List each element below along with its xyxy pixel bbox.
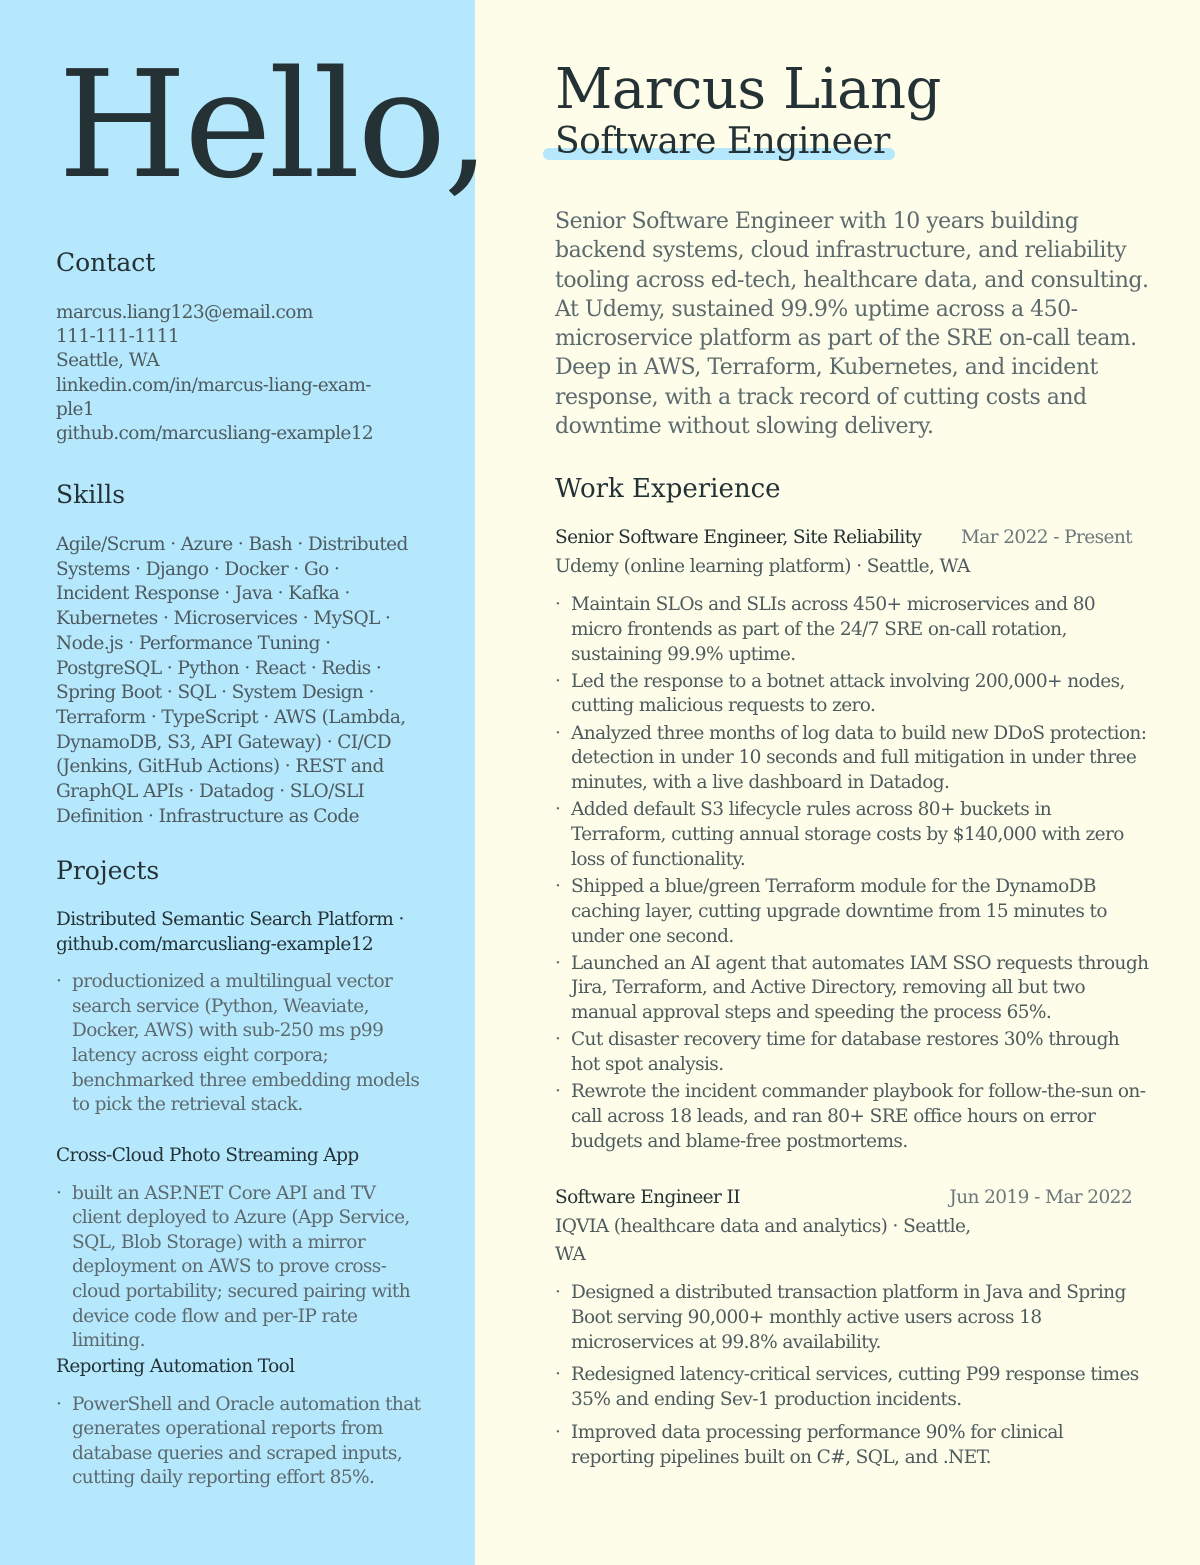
job-bullet: · Shipped a blue/green Terraform module for the DynamoDB caching layer, cutting upgrade downtime from 15 minutes to under one second. [555,875,1150,949]
greeting-heading: Hello, [58,39,488,211]
contact-linkedin-part-2[interactable]: ple1 [56,398,95,420]
work-experience-heading: Work Experience [555,474,781,504]
contact-heading: Contact [56,248,156,277]
job-bullet: · Designed a distributed transaction platform in Java and Spring Boot serving 90,000+ monthly active users across 18 microservices at 99.8% availability. [555,1281,1150,1355]
job-bullet: · Cut disaster recovery time for database restores 30% through hot spot analysis. [555,1028,1150,1078]
job-dates: Jun 2019 - Mar 2022 [949,1187,1132,1208]
project-item [56,1355,421,1491]
project-item [56,1144,421,1354]
job-title: Senior Software Engineer, Site Reliability [555,527,922,548]
job-entry [555,1185,1150,1473]
candidate-role: Software Engineer [555,121,890,162]
job-entry [555,525,1150,1157]
job-bullets [555,593,1150,1155]
job-bullets [555,1281,1150,1471]
job-company [555,1213,1150,1269]
job-bullet: · Analyzed three months of log data to build new DDoS protection: detection in under 10 seconds and full mitigation in under three minutes, with a live dashboard in Datadog. [555,722,1150,796]
job-company-line-1: IQVIA (healthcare data and analytics) · Seattle, [555,1216,971,1237]
skills-list: Agile/Scrum · Azure · Bash · Distributed Systems · Django · Docker · Go · Incident Response · Java · Kafka · Kubernetes · Microservices · MySQL · Node.js · Performance Tuning · PostgreSQL · Python · React · Redis · Spring Boot · SQL · System Design · Terraform · TypeScript · AWS (Lambda, DynamoDB, S3, API Gateway) · CI/CD (Jenkins, GitHub Actions) · REST and GraphQL APIs · Datadog · SLO/SLI Definition · Infrastructure as Code [56,534,408,827]
contact-block [56,301,426,446]
job-bullet: · Rewrote the incident commander playbook for follow-the-sun on-call across 18 leads, and ran 80+ SRE office hours on error budgets and blame-free postmortems. [555,1080,1150,1154]
project-title: Cross-Cloud Photo Streaming App [56,1145,359,1166]
job-bullet: · Improved data processing performance 90% for clinical reporting pipelines built on C#, SQL, and .NET. [555,1421,1150,1471]
job-company: Udemy (online learning platform) · Seattle, WA [555,556,970,577]
role-block [555,122,890,162]
contact-email[interactable]: marcus.liang123@email.com [56,302,313,323]
candidate-name: Marcus Liang [555,57,941,122]
job-bullet: · Led the response to a botnet attack involving 200,000+ nodes, cutting malicious requests to zero. [555,670,1150,720]
job-header [555,525,1150,551]
projects-heading: Projects [56,856,160,885]
summary-paragraph: Senior Software Engineer with 10 years building backend systems, cloud infrastructure, and reliability tooling across ed-tech, healthcare data, and consulting. At Udemy, sustained 99.9% uptime across a 450-microservice platform as part of the SRE on-call team. Deep in AWS, Terraform, Kubernetes, and incident response, with a track record of cutting costs and downtime without slowing delivery. [555,209,1149,440]
job-dates: Mar 2022 - Present [960,527,1132,548]
job-bullet: · Maintain SLOs and SLIs across 450+ microservices and 80 micro frontends as part of the 24/7 SRE on-call rotation, sustaining 99.9% uptime. [555,593,1150,667]
project-title: Distributed Semantic Search Platform · github.com/marcusliang-example12 [56,909,404,955]
contact-github[interactable]: github.com/marcusliang-example12 [56,423,374,445]
contact-linkedin[interactable] [56,374,426,422]
project-bullet: · productionized a multilingual vector search service (Python, Weaviate, Docker, AWS) with sub-250 ms p99 latency across eight corpora; benchmarked three embedding models to pick the retrieval stack. [56,970,421,1118]
project-bullet: · built an ASP.NET Core API and TV client deployed to Azure (App Service, SQL, Blob Storage) with a mirror deployment on AWS to prove cross-cloud portability; secured pairing with device code flow and per-IP rate limiting. [56,1182,421,1354]
project-bullet: · PowerShell and Oracle automation that generates operational reports from database queries and scraped inputs, cutting daily reporting effort 85%. [56,1393,421,1491]
contact-phone[interactable]: 111-111-1111 [56,326,180,348]
project-item [56,908,421,1118]
job-company-line-2: WA [555,1244,586,1265]
contact-location: Seattle, WA [56,350,159,372]
job-bullet: · Redesigned latency-critical services, cutting P99 response times 35% and ending Sev-1 production incidents. [555,1363,1150,1413]
project-title: Reporting Automation Tool [56,1356,295,1377]
job-bullet: · Added default S3 lifecycle rules across 80+ buckets in Terraform, cutting annual storage costs by $140,000 with zero loss of functionality. [555,798,1150,872]
skills-heading: Skills [56,480,126,509]
job-title: Software Engineer II [555,1187,740,1208]
job-bullet: · Launched an AI agent that automates IAM SSO requests through Jira, Terraform, and Active Directory, removing all but two manual approval steps and speeding the process 65%. [555,952,1150,1026]
contact-linkedin-part-1[interactable]: linkedin.com/in/marcus-liang-exam- [56,374,371,396]
job-header [555,1185,1150,1211]
